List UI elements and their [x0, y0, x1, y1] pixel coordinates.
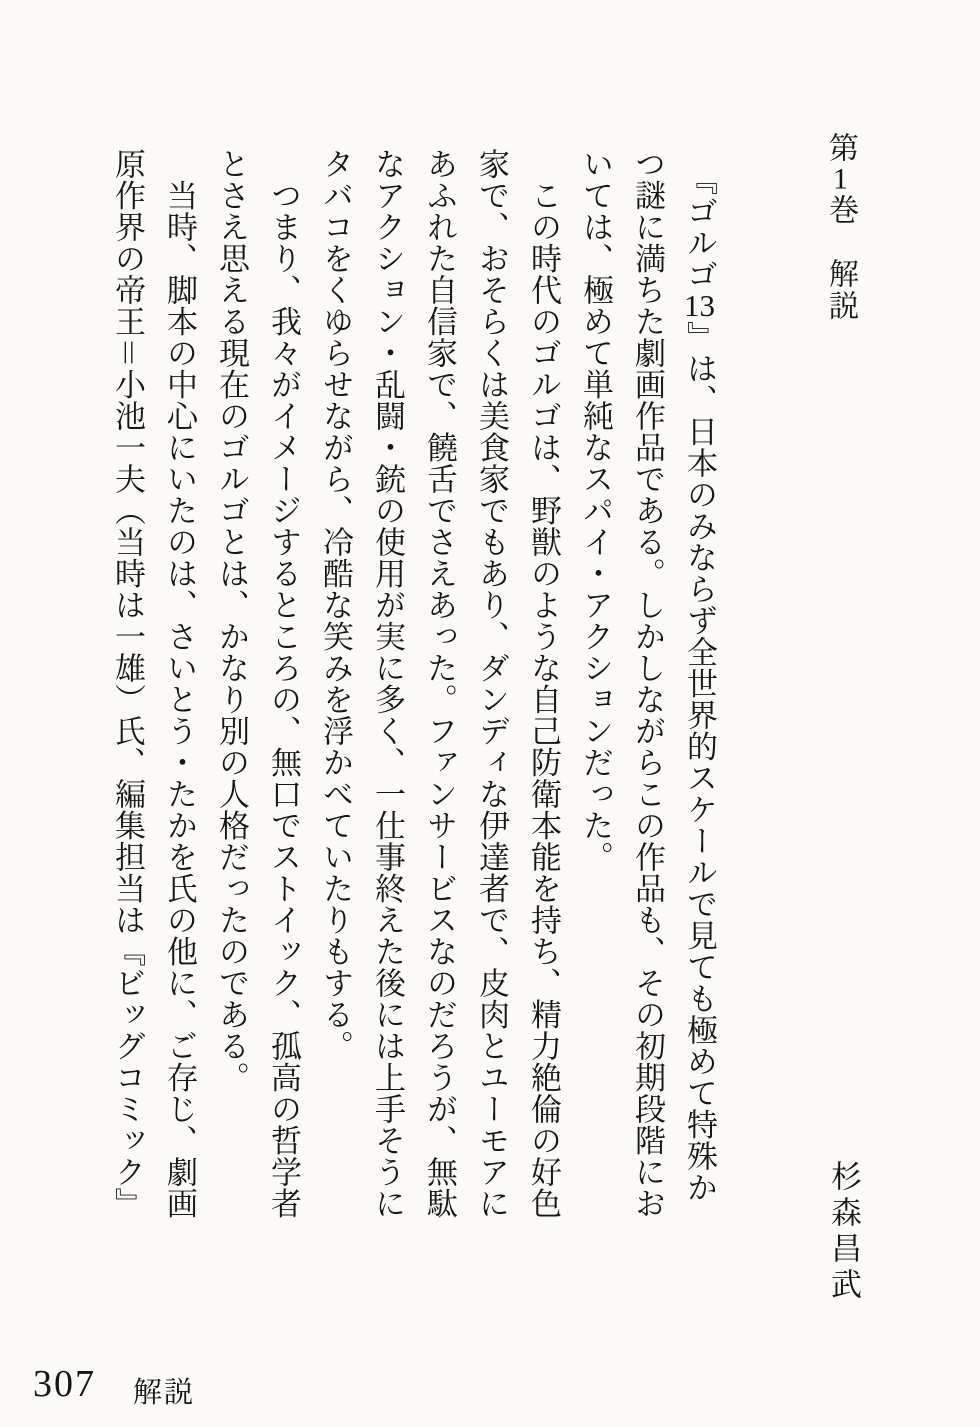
- text-run: タバコをくゆらせながら、冷酷な笑みを浮かべていたりもする。: [318, 148, 353, 1062]
- volume-number: 1: [833, 164, 848, 194]
- text-run: あふれた自信家で、饒舌でさえあった。ファンサービスなのだろうが、無駄: [422, 148, 457, 1219]
- text-run: つまり、我々がイメージするところの、無口でストイック、孤高の哲学者: [266, 148, 301, 1219]
- body-text: [101, 148, 725, 1258]
- text-run: 家で、おそらくは美食家でもあり、ダンディな伊達者で、皮肉とユーモアに: [474, 148, 509, 1219]
- text-run: 』は、日本のみならず全世界的スケールで見ても極めて特殊か: [682, 321, 717, 1203]
- text-column: [465, 148, 517, 1258]
- text-column: [569, 148, 621, 1258]
- chapter-heading-subtitle: 巻 解説: [824, 194, 857, 322]
- tatechuyoko-number: 13: [684, 290, 715, 321]
- text-run: とさえ思える現在のゴルゴとは、かなり別の人格だったのである。: [214, 148, 249, 1093]
- text-run: 原作界の帝王＝小池一夫（当時は一雄）氏、編集担当は『ビッグコミック』: [110, 148, 145, 1219]
- text-column: [205, 148, 257, 1258]
- text-run: いては、極めて単純なスパイ・アクションだった。: [578, 148, 613, 873]
- text-run: 当時、脚本の中心にいたのは、さいとう・たかを氏の他に、ご存じ、劇画: [162, 148, 197, 1219]
- text-column: [309, 148, 361, 1258]
- text-column: [621, 148, 673, 1258]
- author-name: 杉森昌武: [826, 1160, 861, 1304]
- text-column: [413, 148, 465, 1258]
- text-run: なアクション・乱闘・銃の使用が実に多く、一仕事終えた後には上手そうに: [370, 148, 405, 1219]
- text-column: [517, 148, 569, 1258]
- text-column: [101, 148, 153, 1258]
- text-column: [673, 148, 725, 1258]
- chapter-heading: [818, 132, 862, 322]
- text-run: この時代のゴルゴは、野獣のような自己防衛本能を持ち、精力絶倫の好色: [526, 148, 561, 1219]
- text-run: 『ゴルゴ: [682, 148, 717, 290]
- text-column: [153, 148, 205, 1258]
- chapter-heading-text: 第: [824, 132, 857, 164]
- running-title: 解説: [133, 1377, 196, 1409]
- text-run: つ謎に満ちた劇画作品である。しかしながらこの作品も、その初期段階にお: [630, 148, 665, 1219]
- text-column: [257, 148, 309, 1258]
- text-column: [361, 148, 413, 1258]
- page-number: 307: [33, 1363, 96, 1405]
